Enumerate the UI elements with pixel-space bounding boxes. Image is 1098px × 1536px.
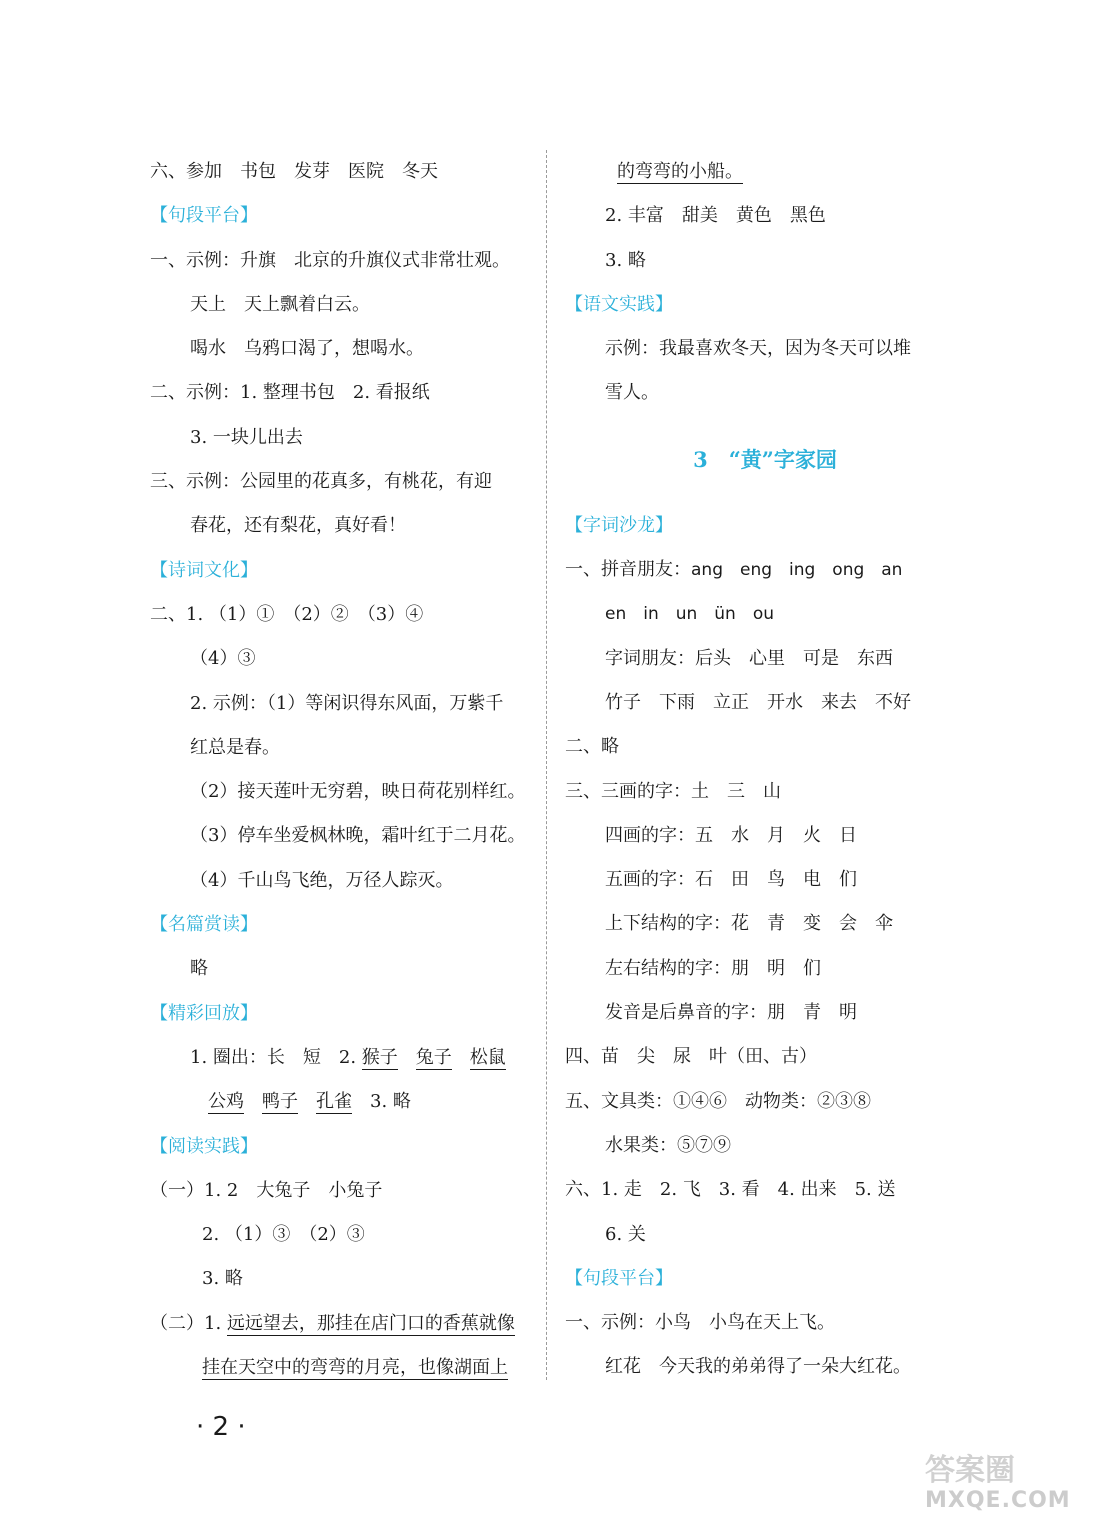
answer-line bbox=[150, 1036, 535, 1080]
answer-line: 三、示例：公园里的花真多，有桃花，有迎 bbox=[150, 471, 492, 493]
answer-line: 红总是春。 bbox=[190, 736, 280, 758]
answer-line: （2）接天莲叶无穷碧，映日荷花别样红。 bbox=[190, 781, 526, 803]
answer-line: 四画的字：五 水 月 火 日 bbox=[605, 824, 857, 846]
answer-line bbox=[150, 1346, 535, 1390]
answer-line: 水果类：⑤⑦⑨ bbox=[605, 1134, 731, 1156]
answer-line bbox=[565, 150, 965, 194]
answer-text: 3. 略 bbox=[370, 1091, 411, 1113]
underlined-answer: 的弯弯的小船。 bbox=[617, 161, 743, 182]
answer-line bbox=[150, 1302, 535, 1346]
answer-text: （二）1. bbox=[150, 1312, 227, 1334]
answer-line: 二、示例：1. 整理书包 2. 看报纸 bbox=[150, 382, 430, 404]
answer-line bbox=[565, 548, 965, 592]
answer-line: 雪人。 bbox=[605, 382, 659, 404]
answer-line: 五、文具类：①④⑥ 动物类：②③⑧ bbox=[565, 1090, 871, 1112]
answer-line: 左右结构的字：朋 明 们 bbox=[605, 957, 821, 979]
answer-line: 一、示例：升旗 北京的升旗仪式非常壮观。 bbox=[150, 249, 510, 271]
answer-line: 一、示例：小鸟 小鸟在天上飞。 bbox=[565, 1312, 835, 1334]
section-heading: 【语文实践】 bbox=[565, 293, 673, 315]
answer-line: 发音是后鼻音的字：朋 青 明 bbox=[605, 1002, 857, 1024]
answer-line: 竹子 下雨 立正 开水 来去 不好 bbox=[605, 691, 911, 713]
page-number: · 2 · bbox=[196, 1412, 246, 1442]
watermark-logo: 答案圈 bbox=[925, 1453, 1015, 1488]
section-heading: 【字词沙龙】 bbox=[565, 514, 673, 536]
underlined-answer: 远远望去，那挂在店门口的香蕉就像 bbox=[226, 1312, 515, 1334]
answer-line: （一）1. 2 大兔子 小兔子 bbox=[150, 1179, 383, 1201]
underlined-answer: 松鼠 bbox=[469, 1046, 506, 1068]
answer-text: 1. 圈出：长 短 2. bbox=[190, 1046, 362, 1068]
answer-line: 6. 关 bbox=[605, 1223, 646, 1245]
underlined-answer: 鸭子 bbox=[262, 1091, 298, 1113]
answer-line: 略 bbox=[190, 958, 208, 980]
answer-line bbox=[150, 1080, 535, 1124]
underlined-answer: 兔子 bbox=[415, 1046, 452, 1068]
answer-line: 示例：我最喜欢冬天，因为冬天可以堆 bbox=[605, 338, 911, 360]
answer-line: （4）③ bbox=[190, 648, 256, 670]
answer-line: 六、1. 走 2. 飞 3. 看 4. 出来 5. 送 bbox=[565, 1179, 896, 1201]
answer-line: 字词朋友：后头 心里 可是 东西 bbox=[605, 647, 893, 669]
left-column bbox=[150, 150, 535, 1390]
answer-line: （3）停车坐爱枫林晚，霜叶红于二月花。 bbox=[190, 825, 526, 847]
answer-line: 红花 今天我的弟弟得了一朵大红花。 bbox=[605, 1356, 911, 1378]
answer-line: 三、三画的字：土 三 山 bbox=[565, 780, 781, 802]
underlined-answer: 猴子 bbox=[361, 1046, 398, 1068]
answer-line: 喝水 乌鸦口渴了，想喝水。 bbox=[190, 338, 424, 360]
answer-line: 3. 一块儿出去 bbox=[190, 426, 303, 448]
section-heading: 【名篇赏读】 bbox=[150, 914, 258, 936]
answer-line: 3. 略 bbox=[605, 249, 646, 271]
answer-line: 2. （1）③ （2）③ bbox=[202, 1224, 365, 1246]
answer-text: 一、拼音朋友： bbox=[565, 559, 691, 581]
answer-line: 2. 丰富 甜美 黄色 黑色 bbox=[605, 205, 826, 227]
answer-line: 3. 略 bbox=[202, 1268, 243, 1290]
watermark-url: MXQE.COM bbox=[925, 1488, 1071, 1513]
section-heading: 【诗词文化】 bbox=[150, 559, 258, 581]
underlined-answer: 孔雀 bbox=[316, 1091, 352, 1113]
answer-line: 上下结构的字：花 青 变 会 伞 bbox=[605, 913, 893, 935]
underlined-answer: 挂在天空中的弯弯的月亮，也像湖面上 bbox=[202, 1357, 508, 1379]
section-heading: 【句段平台】 bbox=[150, 205, 258, 227]
pinyin-text: ang eng ing ong an bbox=[691, 560, 903, 581]
answer-line: 2. 示例：（1）等闲识得东风面，万紫千 bbox=[190, 692, 504, 714]
column-divider bbox=[546, 150, 547, 1380]
pinyin-line: en in un ün ou bbox=[605, 604, 775, 625]
right-column bbox=[565, 150, 965, 1390]
answer-line: 五画的字：石 田 鸟 电 们 bbox=[605, 869, 857, 891]
answer-line: （4）千山鸟飞绝，万径人踪灭。 bbox=[190, 869, 454, 891]
answer-line: 二、1. （1）① （2）② （3）④ bbox=[150, 603, 424, 625]
section-heading: 【阅读实践】 bbox=[150, 1135, 258, 1157]
section-heading: 【句段平台】 bbox=[565, 1267, 673, 1289]
answer-line: 二、略 bbox=[565, 736, 619, 758]
answer-line: 春花，还有梨花，真好看！ bbox=[190, 515, 406, 537]
answer-line: 天上 天上飘着白云。 bbox=[190, 293, 370, 315]
answer-line: 四、苗 尖 尿 叶（田、古） bbox=[565, 1046, 817, 1068]
answer-line: 六、参加 书包 发芽 医院 冬天 bbox=[150, 161, 438, 182]
lesson-title: 3 “黄”字家园 bbox=[693, 446, 837, 472]
underlined-answer: 公鸡 bbox=[208, 1091, 244, 1113]
section-heading: 【精彩回放】 bbox=[150, 1002, 258, 1024]
